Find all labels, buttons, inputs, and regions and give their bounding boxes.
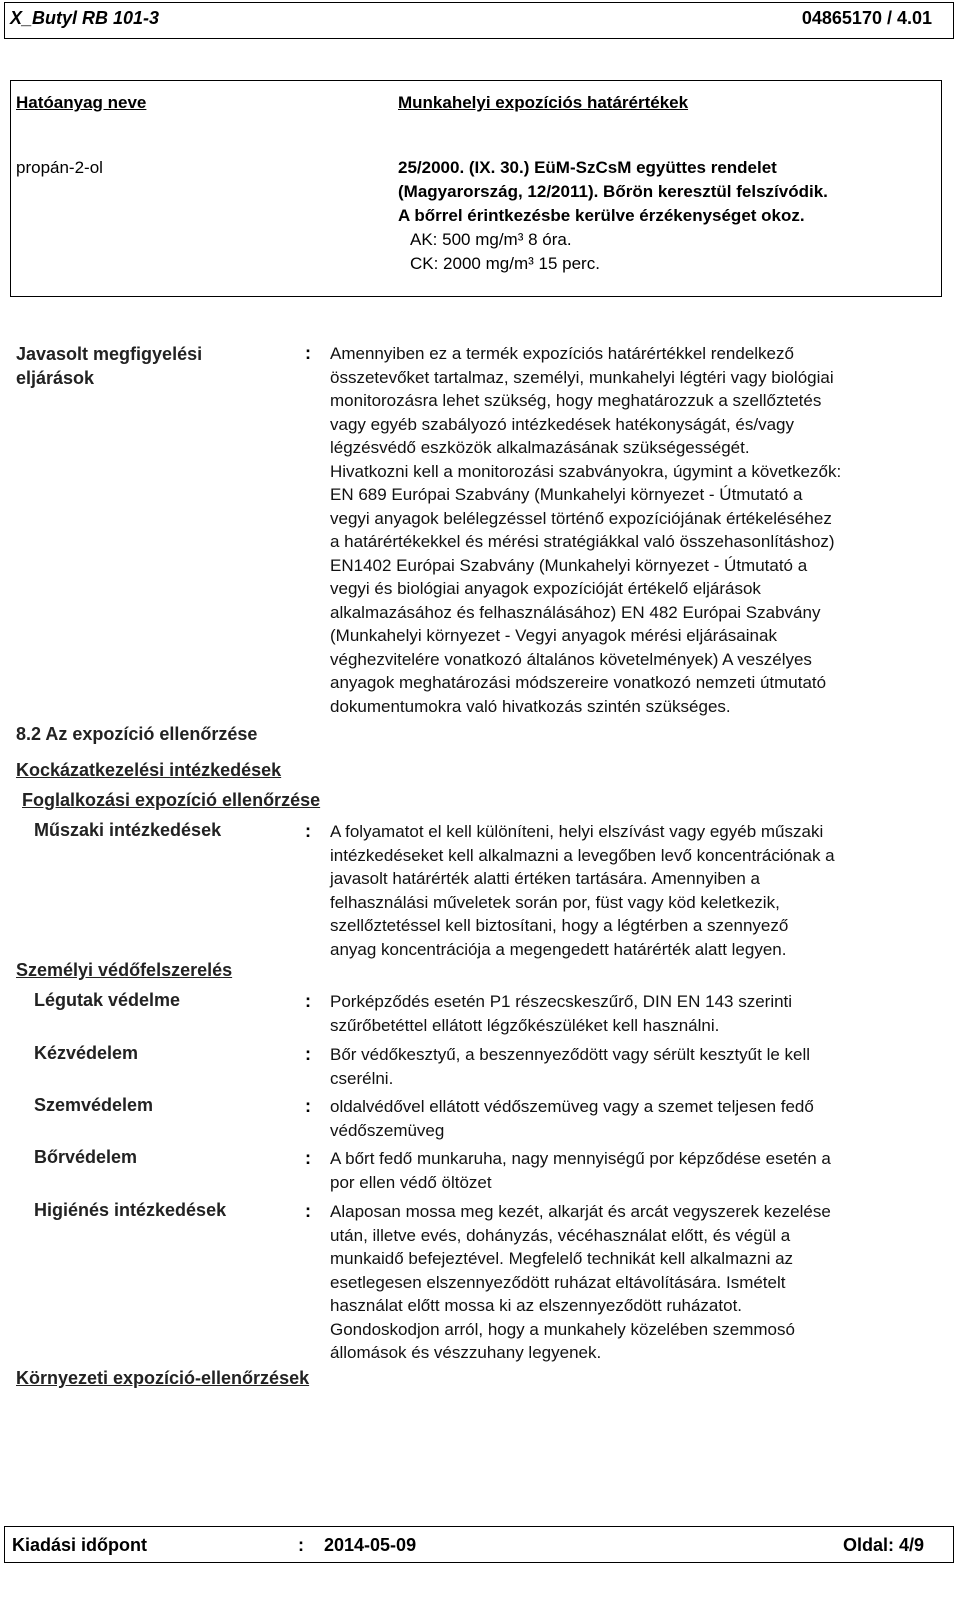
- ck-value: CK: 2000 mg/m³ 15 perc.: [410, 254, 600, 273]
- hygiene-colon: :: [305, 1201, 311, 1221]
- hand-colon: :: [305, 1044, 311, 1064]
- hygiene-label: Higiénés intézkedések: [34, 1200, 227, 1220]
- technical-measures-label: Műszaki intézkedések: [34, 820, 222, 840]
- respiratory-colon: :: [305, 991, 311, 1011]
- issue-date: 2014-05-09: [324, 1535, 417, 1555]
- ak-value: AK: 500 mg/m³ 8 óra.: [410, 230, 572, 249]
- eye-colon: :: [305, 1096, 311, 1116]
- table-header-limits: Munkahelyi expozíciós határértékek: [398, 93, 689, 112]
- occupational-exposure-heading: Foglalkozási expozíció ellenőrzése: [22, 790, 321, 810]
- limit-line: (Magyarország, 12/2011). Bőrön keresztül felszívódik.: [398, 182, 828, 201]
- hand-protection-label: Kézvédelem: [34, 1043, 139, 1063]
- monitoring-text: Amennyiben ez a termék expozíciós határértékkel rendelkező összetevőket tartalmaz, személyi, munkahelyi légtéri vagy biológiai monitorozásra lehet szükség, hogy meghatározzuk a szellőztetés vagy egyéb szabályozó intézkedések hatékonyságát, és/vagy légzésvédő eszközök alkalmazásának szükségességét. Hivatkozni kell a monitorozási szabványokra, úgymint a következők: EN 689 Európai Szabvány (Munkahelyi környezet - Útmutató a vegyi anyagok belélegzéssel történő expozíciójának értékeléséhez a határértékekkel és mérési stratégiákkal való összehasonlításhoz) EN1402 Európai Szabvány (Munkahelyi környezet - Útmutató a vegyi és biológiai anyagok expozícióját értékelő eljárások alkalmazásához és felhasználásához) EN 482 Európai Szabvány (Munkahelyi környezet - Vegyi anyagok mérési eljárásainak véghezvitelére vonatkozó általános követelmények) A veszélyes anyagok meghatározási módszereire vonatkozó nemzeti útmutató dokumentumokra való hivatkozás szintén szükséges.: [330, 344, 842, 716]
- document-number: 04865170 / 4.01: [801, 8, 932, 28]
- limit-line: 25/2000. (IX. 30.) EüM-SzCsM együttes rendelet: [398, 158, 777, 177]
- hygiene-text: Alaposan mossa meg kezét, alkarját és arcát vegyszerek kezelése után, illetve evés, dohányzás, vécéhasználat előtt, és végül a munkaidő befejeztével. Megfelelő technikát kell alkalmazni az esetlegesen elszennyeződött ruházat eltávolítására. Ismételt használat előtt mossa ki az elszennyeződött ruházatot. Gondoskodjon arról, hogy a munkahely közelében szemmosó állomások és vészzuhany legyenek.: [330, 1202, 831, 1362]
- product-name: X_Butyl RB 101-3: [10, 8, 160, 28]
- ppe-heading: Személyi védőfelszerelés: [16, 960, 233, 980]
- limit-line: A bőrrel érintkezésbe kerülve érzékenységet okoz.: [398, 206, 805, 225]
- limit-details: [398, 156, 828, 276]
- environmental-exposure-heading: Környezeti expozíció-ellenőrzések: [16, 1368, 310, 1388]
- substance-name: propán-2-ol: [16, 158, 103, 177]
- risk-management-heading: Kockázatkezelési intézkedések: [16, 760, 282, 780]
- skin-protection-label: Bőrvédelem: [34, 1147, 138, 1167]
- hand-protection-text: Bőr védőkesztyű, a beszennyeződött vagy sérült kesztyűt le kell cserélni.: [330, 1045, 811, 1088]
- skin-protection-text: A bőrt fedő munkaruha, nagy mennyiségű por képződése esetén a por ellen védő öltözet: [330, 1149, 831, 1192]
- eye-protection-text: oldalvédővel ellátott védőszemüveg vagy a szemet teljesen fedő védőszemüveg: [330, 1097, 814, 1140]
- respiratory-text: Porképződés esetén P1 részecskeszűrő, DIN EN 143 szerinti szűrőbetéttel ellátott légzőkészüléket kell használni.: [330, 992, 793, 1035]
- monitoring-colon: :: [305, 343, 311, 363]
- skin-colon: :: [305, 1148, 311, 1168]
- table-header-substance: Hatóanyag neve: [16, 93, 147, 112]
- respiratory-label: Légutak védelme: [34, 990, 181, 1010]
- monitoring-label: Javasolt megfigyelési eljárások: [16, 344, 203, 388]
- page-number: Oldal: 4/9: [842, 1535, 924, 1555]
- technical-measures-text: A folyamatot el kell különíteni, helyi elszívást vagy egyéb műszaki intézkedéseket kell alkalmazni a levegőben levő koncentrációnak a javasolt határérték alatti értéken tartására. Amennyiben a felhasználási műveletek során por, füst vagy köd keletkezik, szellőztetéssel kell biztosítani, hogy a légtérben a szennyező anyag koncentrációja a megengedett határérték alatt legyen.: [330, 822, 835, 959]
- technical-colon: :: [305, 821, 311, 841]
- issue-date-colon: :: [298, 1535, 304, 1555]
- section-8-2-title: 8.2 Az expozíció ellenőrzése: [16, 724, 258, 744]
- eye-protection-label: Szemvédelem: [34, 1095, 154, 1115]
- issue-date-label: Kiadási időpont: [12, 1535, 147, 1555]
